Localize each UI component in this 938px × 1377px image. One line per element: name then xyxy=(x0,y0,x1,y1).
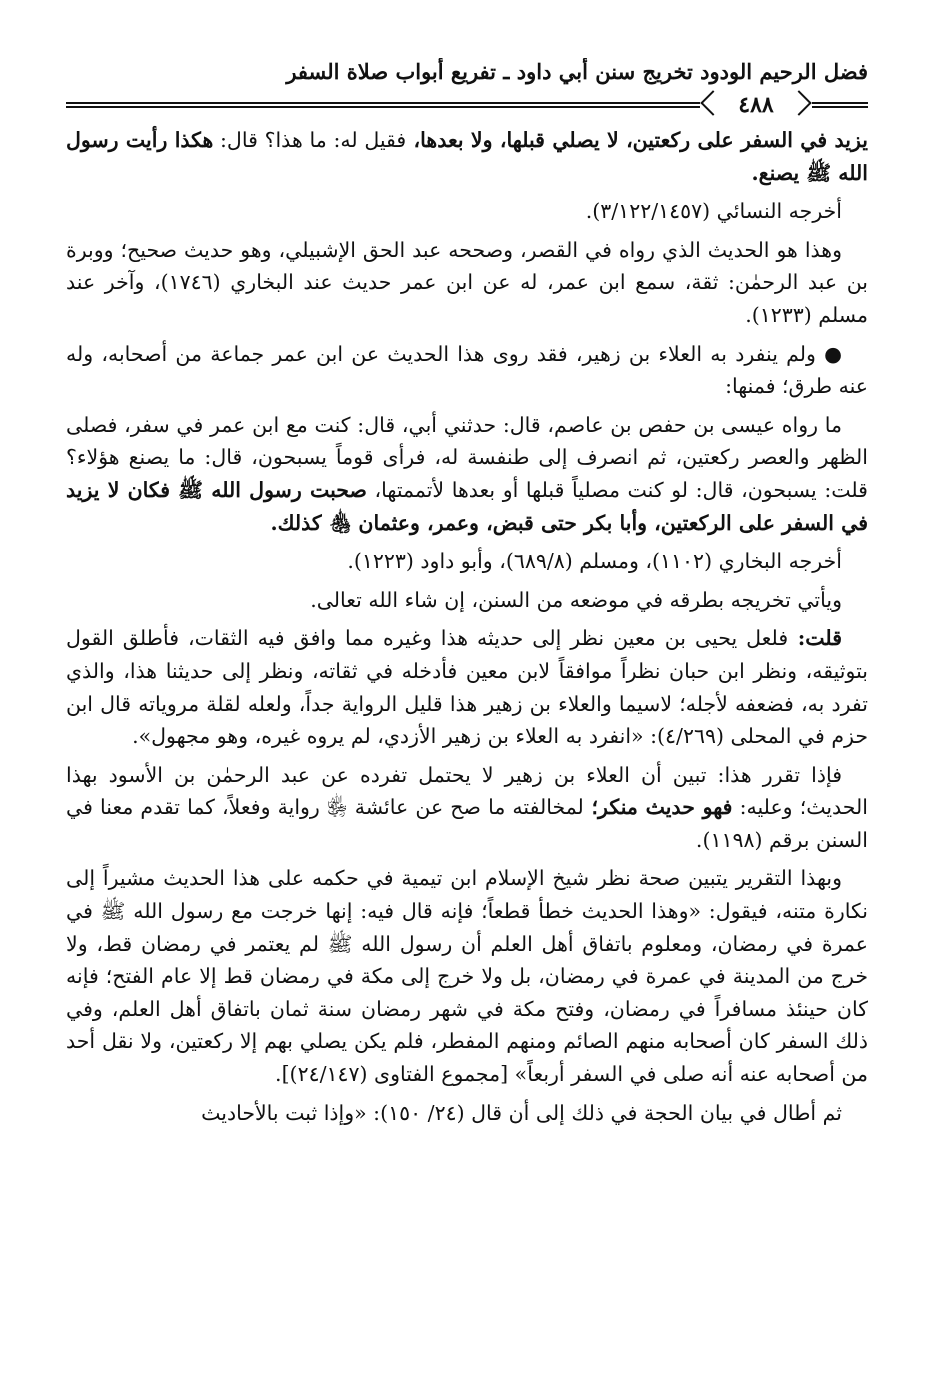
bold-text-segment: قلت: xyxy=(788,626,843,651)
paragraph xyxy=(66,338,868,403)
bold-text-segment: صحبت رسول الله ﷺ فكان لا يزيد في السفر على الركعتين، وأبا بكر حتى قبض، وعمر، وعثمان ﵃ كذلك. xyxy=(66,477,868,535)
bold-text-segment: هكذا رأيت رسول الله ﷺ يصنع. xyxy=(66,128,868,185)
bold-text-segment: فهو حديث منكر؛ xyxy=(583,795,733,820)
text-segment: فإذا تقرر هذا: تبين أن العلاء بن زهير لا يحتمل تفرده عن عبد الرحمٰن بن الأسود بهذا الحديث؛ وعليه: xyxy=(66,762,868,820)
paragraph xyxy=(66,124,868,189)
text-segment: فلعل يحيى بن معين نظر إلى حديثه هذا وغيره مما وافق فيه الثقات، فأطلق القول بتوثيقه، ونظر ابن حبان نظراً موافقاً لابن معين فأدخله في ثقاته، ونظر إلى حديثنا هذا، والذي تفرد به، فضعفه لأجله؛ لاسيما والعلاء بن زهير هذا قليل الرواية جداً، ولعله لقلة مروياته قال ابن حزم في المحلى (٤/٢٦٩): «انفرد به العلاء بن زهير الأزدي، لم يروه غيره، وهو مجهول». xyxy=(66,626,868,749)
text-segment: ● ولم ينفرد به العلاء بن زهير، فقد روى هذا الحديث عن ابن عمر جماعة من أصحابه، وله عنه طرق؛ فمنها: xyxy=(66,341,868,399)
paragraph xyxy=(66,234,868,332)
text-segment: أخرجه النسائي (٣/١٢٢/١٤٥٧). xyxy=(585,199,842,224)
paragraph xyxy=(66,622,868,752)
text-segment: فقيل له: ما هذا؟ قال: xyxy=(213,128,407,152)
paragraph xyxy=(66,545,868,578)
paragraph xyxy=(66,195,868,228)
body-text xyxy=(66,124,868,1129)
text-segment: وبهذا التقرير يتبين صحة نظر شيخ الإسلام ابن تيمية في حكمه على هذا الحديث مشيراً إلى نكارة متنه، فيقول: «وهذا الحديث خطأ قطعاً؛ فإنه قال فيه: إنها خرجت مع رسول الله ﷺ في عمرة في رمضان، ومعلوم باتفاق أهل العلم أن رسول الله ﷺ لم يعتمر في رمضان قط، ولا خرج من المدينة في عمرة في رمضان، بل ولا خرج إلى مكة في رمضان قط إلا عام الفتح؛ فإنه كان حينئذ مسافراً في رمضان، وفتح مكة في شهر رمضان سنة ثمان باتفاق أهل العلم، وفي ذلك السفر كان أصحابه منهم الصائم ومنهم المفطر، فلم يكن يصلي بهم إلا ركعتين، ولا نقل أحد من أصحابه عنه أنه صلى في السفر أربعاً» [مجموع الفتاوى (٢٤/١٤٧)]. xyxy=(66,866,868,1087)
page-number: ٤٨٨ xyxy=(710,90,802,120)
paragraph xyxy=(66,584,868,617)
text-segment: لمخالفته ما صح عن عائشة ﵂ رواية وفعلاً، كما تقدم معنا في السنن برقم (١١٩٨). xyxy=(66,795,868,852)
text-segment: ما رواه عيسى بن حفص بن عاصم، قال: حدثني أبي، قال: كنت مع ابن عمر في سفر، فصلى الظهر والعصر ركعتين، ثم انصرف إلى طنفسة له، فرأى قوماً يسبحون، قال: ما يصنع هؤلاء؟ قلت: يسبحون، قال: لو كنت مصلياً قبلها أو بعدها لأتممتها، xyxy=(66,412,868,502)
text-segment: ويأتي تخريجه بطرقه في موضعه من السنن، إن شاء الله تعالى. xyxy=(310,587,842,612)
paragraph xyxy=(66,759,868,857)
header-rule-right xyxy=(812,102,868,108)
header-rule-row xyxy=(66,90,868,120)
running-header: فضل الرحيم الودود تخريج سنن أبي داود ـ تفريع أبواب صلاة السفر xyxy=(286,59,868,84)
header-rule-left xyxy=(66,102,700,108)
text-segment: أخرجه البخاري (١١٠٢)، ومسلم (٦٨٩/٨)، وأبو داود (١٢٢٣). xyxy=(347,549,842,574)
text-segment: ثم أطال في بيان الحجة في ذلك إلى أن قال (٢٤/ ١٥٠): «وإذا ثبت بالأحاديث xyxy=(201,1100,842,1125)
paragraph xyxy=(66,409,868,539)
paragraph xyxy=(66,1097,868,1130)
bold-text-segment: يزيد في السفر على ركعتين، لا يصلي قبلها، ولا بعدها، xyxy=(406,128,869,152)
text-segment: وهذا هو الحديث الذي رواه في القصر، وصححه عبد الحق الإشبيلي، وهو حديث صحيح؛ ووبرة بن عبد الرحمٰن: ثقة، سمع ابن عمر، له عن ابن عمر حديث عند البخاري (١٧٤٦)، وآخر عند مسلم (١٢٣٣). xyxy=(66,237,869,327)
paragraph xyxy=(66,862,868,1090)
